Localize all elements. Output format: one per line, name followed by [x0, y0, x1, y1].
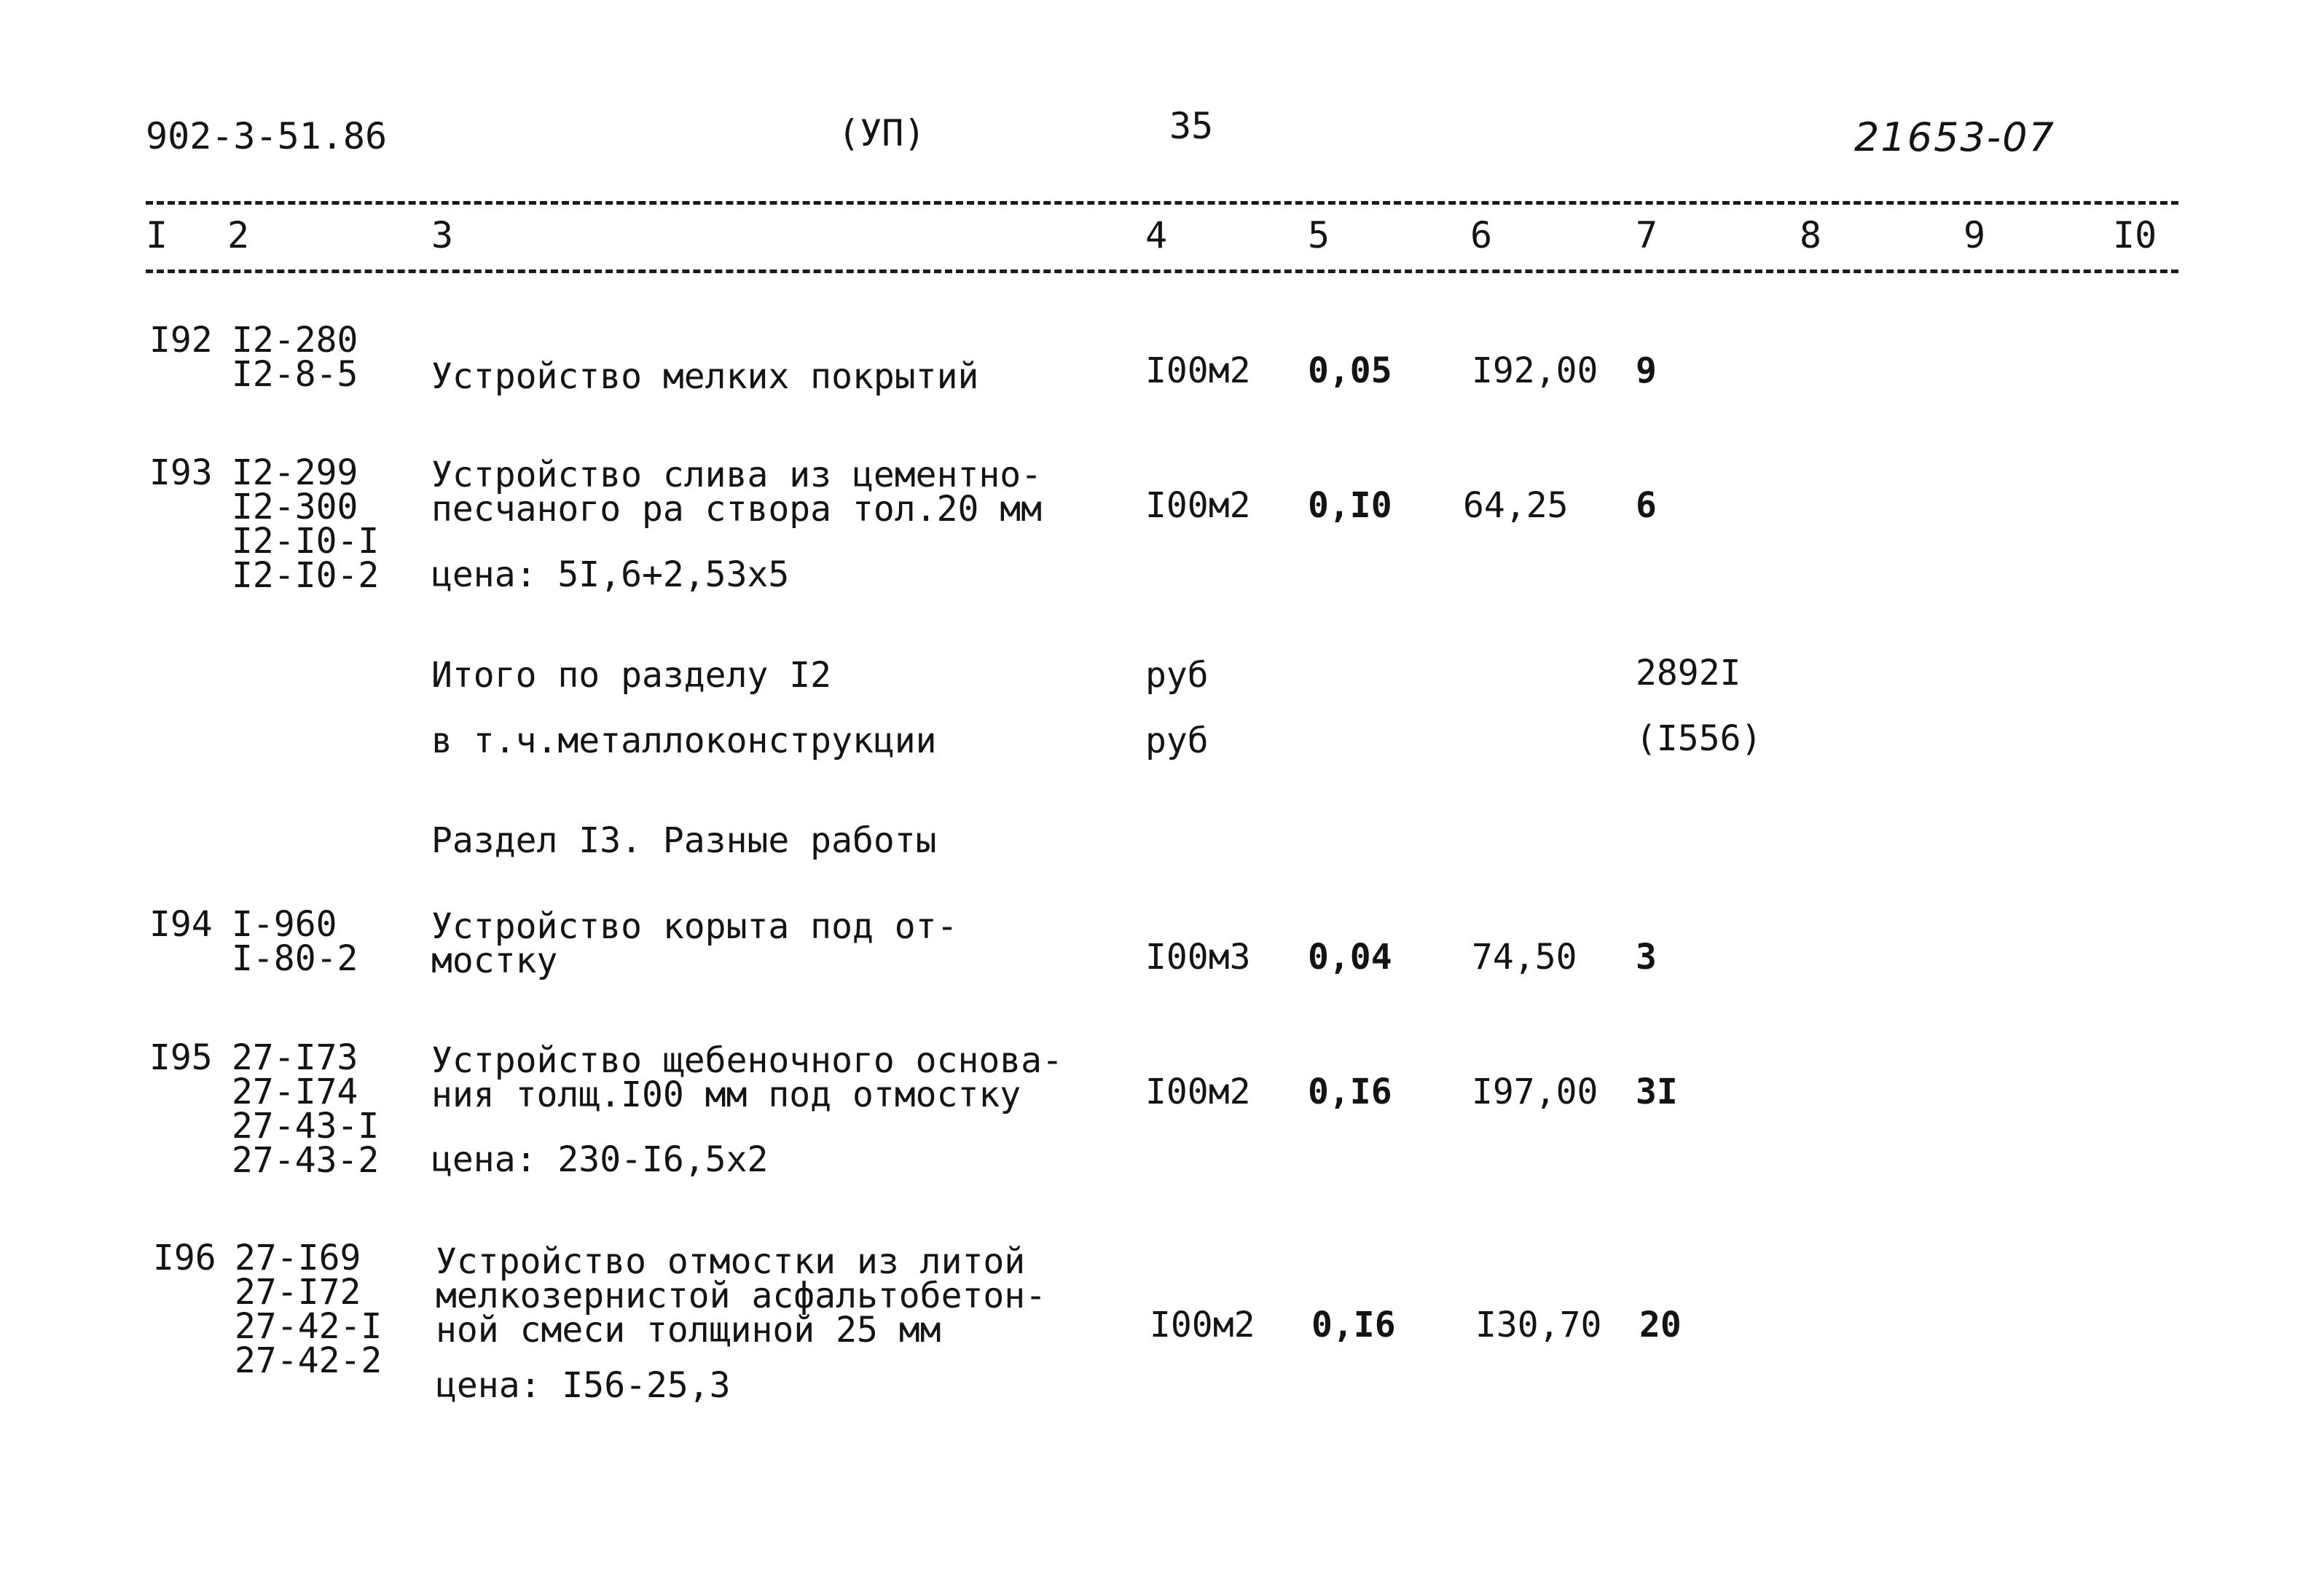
total-unit: руб: [1145, 655, 1209, 696]
row-number: I92: [149, 320, 213, 361]
column-header-4: 4: [1145, 214, 1168, 256]
norm-code: I2-280: [232, 320, 358, 361]
column-header-7: 7: [1636, 214, 1658, 256]
price-note: цена: 230-I6,5х2: [431, 1139, 769, 1180]
work-description: мостку: [431, 940, 558, 981]
price-note: цена: I56-25,3: [436, 1365, 731, 1406]
norm-code: 27-43-2: [232, 1140, 380, 1181]
work-description: Устройство корыта под от-: [431, 906, 958, 947]
column-header-9: 9: [1963, 214, 1986, 256]
row-number: I94: [149, 904, 213, 945]
unit: I00м2: [1145, 485, 1251, 526]
unit-price: I92,00: [1472, 350, 1598, 391]
work-description: мелкозернистой асфальтобетон-: [436, 1275, 1047, 1316]
unit: I00м3: [1145, 937, 1251, 978]
quantity: 0,05: [1308, 350, 1392, 391]
section-marker: (УП): [838, 112, 926, 154]
quantity: 0,I6: [1311, 1305, 1396, 1345]
norm-code: I2-299: [232, 452, 358, 493]
work-description: ной смеси толщиной 25 мм: [436, 1310, 941, 1351]
column-header-8: 8: [1800, 214, 1822, 256]
norm-code: I2-300: [232, 487, 358, 527]
column-header-1: I: [146, 214, 168, 256]
quantity: 0,04: [1308, 937, 1392, 978]
work-description: Устройство мелких покрытий: [431, 356, 979, 397]
unit-price: I97,00: [1472, 1072, 1598, 1112]
norm-code: I-960: [232, 904, 337, 945]
column-header-6: 6: [1470, 214, 1493, 256]
work-description: Устройство щебеночного основа-: [431, 1040, 1063, 1081]
work-description: Устройство слива из цементно-: [431, 455, 1043, 495]
norm-code: 27-I73: [232, 1037, 358, 1078]
quantity: 0,I6: [1308, 1072, 1392, 1112]
norm-code: 27-I72: [235, 1272, 361, 1313]
subtotal-label: в т.ч.металлоконструкции: [431, 720, 937, 761]
unit-price: I30,70: [1475, 1305, 1602, 1345]
column-header-10: I0: [2113, 214, 2157, 256]
norm-code: 27-43-I: [232, 1106, 380, 1147]
column-header-2: 2: [227, 214, 250, 256]
row-number: I95: [149, 1037, 213, 1078]
norm-code: 27-42-2: [235, 1340, 382, 1381]
unit-price: 64,25: [1463, 485, 1569, 526]
total-value: 2892I: [1636, 653, 1741, 693]
norm-code: 27-I74: [232, 1072, 358, 1112]
column-header-5: 5: [1308, 214, 1330, 256]
header-rule-top: [146, 201, 2178, 205]
registration-stamp: 21653-07: [1854, 114, 2055, 160]
unit: I00м2: [1145, 1072, 1251, 1112]
work-description: песчаного ра створа тол.20 мм: [431, 489, 1043, 530]
row-number: I96: [153, 1238, 216, 1278]
subtotal-value: (I556): [1636, 718, 1762, 759]
norm-code: 27-I69: [235, 1238, 361, 1278]
cost: 3I: [1636, 1072, 1678, 1112]
document-code: 902-3-51.86: [146, 115, 388, 157]
unit: I00м2: [1145, 350, 1251, 391]
cost: 9: [1636, 350, 1657, 391]
cost: 3: [1636, 937, 1657, 978]
header-rule-bottom: [146, 270, 2178, 273]
unit: I00м2: [1150, 1305, 1255, 1345]
subtotal-unit: руб: [1145, 720, 1209, 761]
total-label: Итого по разделу I2: [431, 655, 832, 696]
norm-code: 27-42-I: [235, 1306, 382, 1347]
page-number: 35: [1169, 105, 1214, 147]
row-number: I93: [149, 452, 213, 493]
cost: 6: [1636, 485, 1657, 526]
section-title: Раздел I3. Разные работы: [431, 820, 937, 861]
price-note: цена: 5I,6+2,53х5: [431, 554, 790, 595]
cost: 20: [1639, 1305, 1682, 1345]
norm-code: I2-I0-2: [232, 555, 380, 596]
norm-code: I2-I0-I: [232, 521, 380, 562]
work-description: ния толщ.I00 мм под отмостку: [431, 1074, 1021, 1115]
unit-price: 74,50: [1472, 937, 1577, 978]
column-header-3: 3: [431, 214, 454, 256]
work-description: Устройство отмостки из литой: [436, 1241, 1026, 1282]
quantity: 0,I0: [1308, 485, 1392, 526]
norm-code: I2-8-5: [232, 354, 358, 395]
norm-code: I-80-2: [232, 938, 358, 979]
